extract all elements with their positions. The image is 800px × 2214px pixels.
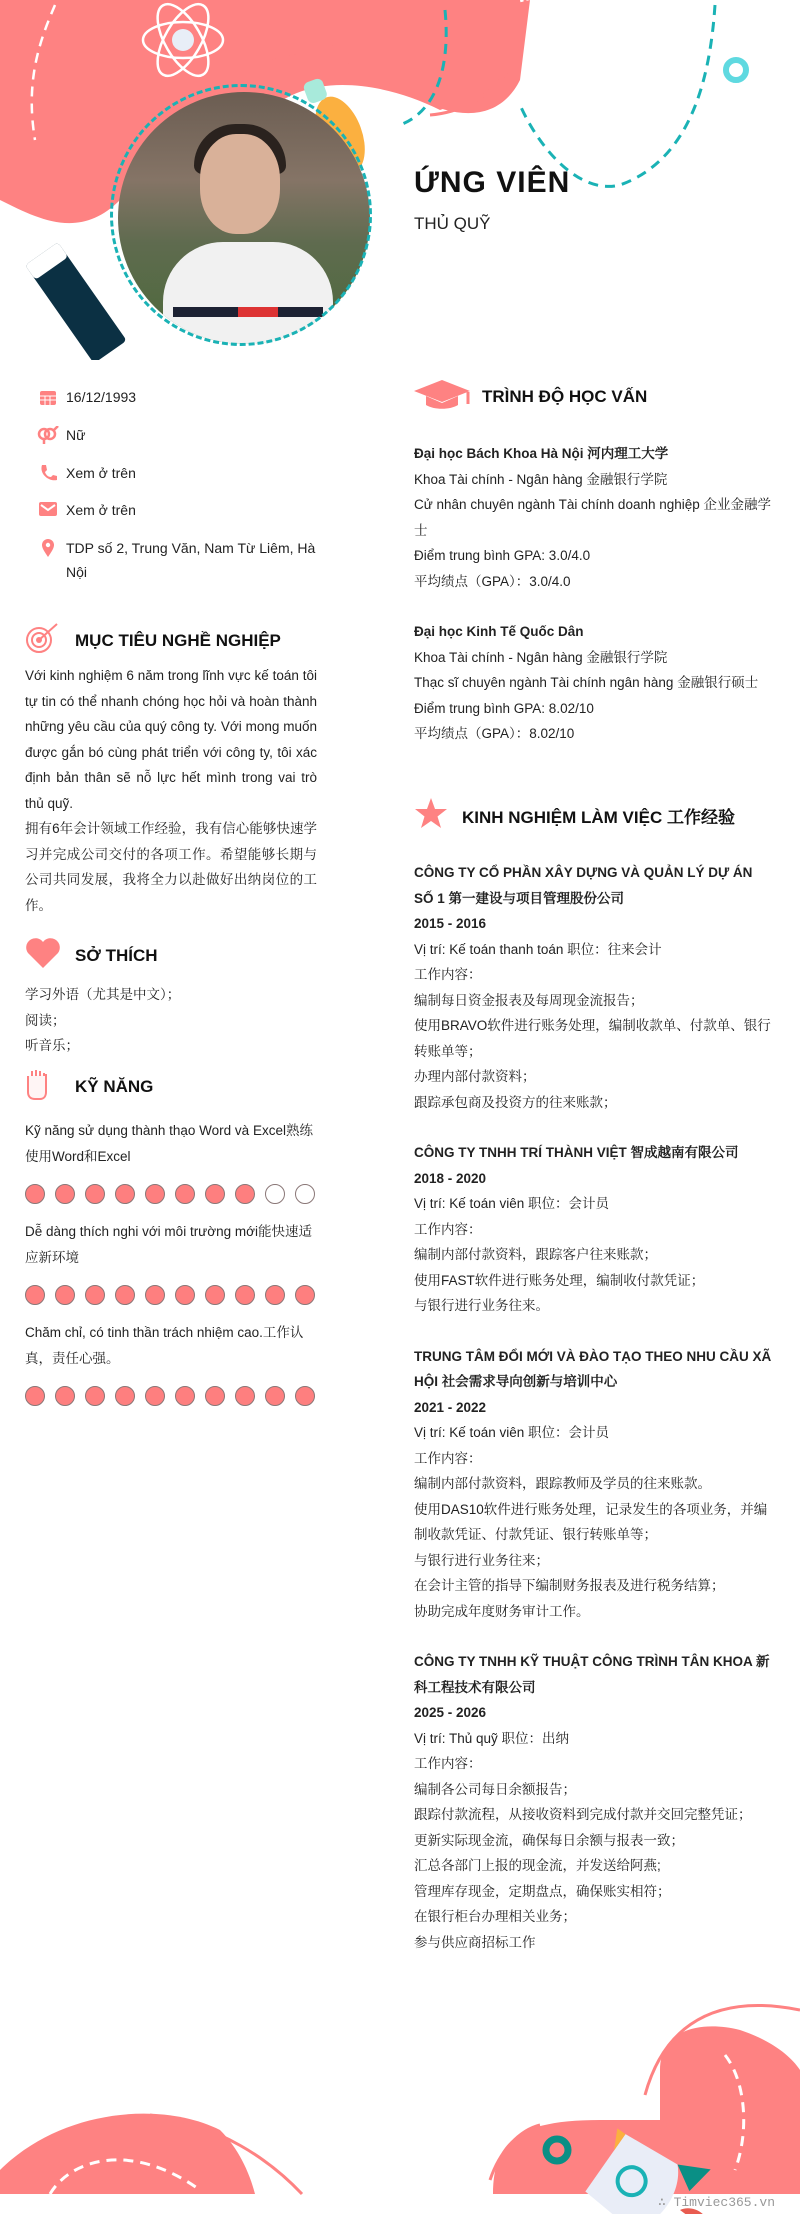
rating-dot-filled (25, 1184, 45, 1204)
experience-detail: Vị trí: Kế toán thanh toán 职位：往来会计 (414, 941, 662, 957)
rating-dot-filled (25, 1386, 45, 1406)
rating-dot-filled (85, 1184, 105, 1204)
experience-heading: KINH NGHIỆM LÀM VIỆC 工作经验 (414, 797, 735, 834)
company-name: CÔNG TY TNHH TRÍ THÀNH VIỆT 智成越南有限公司 (414, 1145, 739, 1160)
watermark: ∴ Timviec365.vn (657, 2195, 775, 2210)
rating-dot-filled (295, 1285, 315, 1305)
experience-detail: Vị trí: Kế toán viên 职位：会计员 (414, 1425, 610, 1440)
heart-icon (25, 937, 75, 974)
rating-dot-filled (295, 1386, 315, 1406)
skill-rating (25, 1285, 315, 1305)
rating-dot-filled (55, 1285, 75, 1305)
info-phone: Xem ở trên (30, 461, 316, 485)
hand-icon (25, 1068, 75, 1105)
experience-detail: 跟踪承包商及投资方的往来账款； (414, 1094, 617, 1110)
star-icon (414, 797, 462, 834)
rating-dot-filled (175, 1285, 195, 1305)
experience-item (414, 1649, 774, 1955)
education-detail: 平均绩点（GPA）：3.0/4.0 (414, 573, 571, 589)
rating-dot-filled (235, 1285, 255, 1305)
rating-dot-filled (145, 1386, 165, 1406)
school-name: Đại học Kinh Tế Quốc Dân (414, 624, 584, 639)
objective-text-vi: Với kinh nghiệm 6 năm trong lĩnh vực kế toán tôi tự tin có thể nhanh chóng học hỏi và hoàn thành những yêu cầu của quý công ty. Với mong muốn được gắn bó cùng phát triển với công ty, tôi xác định bản thân sẽ nỗ lực hết mình trong vai trò thủ quỹ. (25, 668, 317, 811)
rating-dot-filled (85, 1386, 105, 1406)
rating-dot-filled (115, 1285, 135, 1305)
hobbies-heading: SỞ THÍCH (25, 937, 158, 974)
skill-rating (25, 1184, 315, 1204)
experience-detail: 编制各公司每日余额报告； (414, 1781, 576, 1797)
education-detail: Điểm trung bình GPA: 8.02/10 (414, 700, 594, 716)
rating-dot-filled (205, 1184, 225, 1204)
work-period: 2015 - 2016 (414, 916, 487, 931)
experience-detail: 更新实际现金流，确保每日余额与报表一致； (414, 1832, 684, 1848)
rating-dot-filled (55, 1386, 75, 1406)
rating-dot-filled (85, 1285, 105, 1305)
target-icon (25, 622, 75, 659)
rating-dot-filled (55, 1184, 75, 1204)
experience-detail: 参与供应商招标工作 (414, 1934, 536, 1950)
education-item (414, 441, 774, 594)
rating-dot-empty (295, 1184, 315, 1204)
rating-dot-filled (115, 1184, 135, 1204)
company-name: CÔNG TY CỔ PHẦN XÂY DỰNG VÀ QUẢN LÝ DỰ ÁN SỐ 1 第一建设与项目管理股份公司 (414, 865, 753, 906)
hobby-item: 学习外语（尤其是中文）； (25, 987, 181, 1002)
rating-dot-empty (265, 1184, 285, 1204)
rating-dot-filled (205, 1285, 225, 1305)
experience-list (414, 860, 774, 1955)
experience-detail: 跟踪付款流程，从接收资料到完成付款并交回完整凭证； (414, 1807, 752, 1822)
school-name: Đại học Bách Khoa Hà Nội 河内理工大学 (414, 446, 669, 461)
experience-item (414, 860, 774, 1115)
rating-dot-filled (115, 1386, 135, 1406)
skill-name: Kỹ năng sử dụng thành thạo Word và Excel熟练使用Word和Excel (25, 1123, 313, 1164)
experience-detail: 在会计主管的指导下编制财务报表及进行税务结算； (414, 1578, 725, 1593)
calendar-icon (30, 385, 66, 409)
work-period: 2025 - 2026 (414, 1705, 487, 1720)
rating-dot-filled (235, 1386, 255, 1406)
experience-detail: 编制每日资金报表及每周现金流报告； (414, 992, 644, 1008)
experience-detail: 管理库存现金，定期盘点，确保账实相符； (414, 1883, 671, 1899)
candidate-role: THỦ QUỸ (414, 214, 491, 233)
location-icon (30, 536, 66, 584)
gender-icon (30, 423, 66, 447)
education-detail: Cử nhân chuyên ngành Tài chính doanh nghiệp 企业金融学士 (414, 497, 772, 538)
pen-icon (25, 242, 127, 360)
skill-rating (25, 1386, 315, 1406)
experience-detail: 工作内容： (414, 1756, 482, 1771)
phone-icon (30, 461, 66, 485)
experience-detail: 编制内部付款资料，跟踪教师及学员的往来账款。 (414, 1476, 711, 1491)
experience-item (414, 1344, 774, 1625)
rating-dot-filled (145, 1285, 165, 1305)
work-period: 2021 - 2022 (414, 1399, 487, 1415)
objective-heading: MỤC TIÊU NGHỀ NGHIỆP (25, 622, 281, 659)
experience-detail: 在银行柜台办理相关业务； (414, 1909, 576, 1924)
info-email: Xem ở trên (30, 498, 316, 522)
education-detail: Thạc sĩ chuyên ngành Tài chính ngân hàng 金融银行硕士 (414, 675, 759, 690)
rating-dot-filled (175, 1386, 195, 1406)
experience-detail: 工作内容： (414, 967, 482, 982)
experience-detail: 汇总各部门上报的现金流，并发送给阿燕; (414, 1858, 661, 1873)
experience-detail: 办理内部付款资料； (414, 1069, 536, 1084)
experience-detail: 使用DAS10软件进行账务处理，记录发生的各项业务，并编制收款凭证、付款凭证、银行转账单等； (414, 1501, 768, 1542)
education-detail: Khoa Tài chính - Ngân hàng 金融银行学院 (414, 649, 668, 665)
rating-dot-filled (145, 1184, 165, 1204)
graduation-cap-icon (414, 378, 482, 415)
avatar-ring (110, 84, 372, 346)
experience-detail: 协助完成年度财务审计工作。 (414, 1603, 590, 1619)
info-address: TDP số 2, Trung Văn, Nam Từ Liêm, Hà Nội (30, 536, 316, 584)
skill-name: Dễ dàng thích nghi với môi trường mới能快速适应新环境 (25, 1224, 312, 1265)
education-detail: 平均绩点（GPA）：8.02/10 (414, 726, 575, 741)
candidate-name: ỨNG VIÊN (414, 166, 571, 199)
education-list (414, 441, 774, 747)
hobby-item: 听音乐； (25, 1038, 79, 1053)
email-icon (30, 498, 66, 522)
rating-dot-filled (235, 1184, 255, 1204)
experience-detail: Vị trí: Kế toán viên 职位：会计员 (414, 1196, 610, 1211)
work-period: 2018 - 2020 (414, 1170, 487, 1186)
rating-dot-filled (265, 1386, 285, 1406)
education-heading: TRÌNH ĐỘ HỌC VẤN (414, 378, 647, 415)
company-name: CÔNG TY TNHH KỸ THUẬT CÔNG TRÌNH TÂN KHOA 新科工程技术有限公司 (414, 1654, 770, 1695)
skills-heading: KỸ NĂNG (25, 1068, 153, 1105)
education-item (414, 619, 774, 747)
experience-detail: 工作内容： (414, 1450, 482, 1466)
experience-detail: Vị trí: Thủ quỹ 职位：出纳 (414, 1730, 570, 1746)
education-detail: Khoa Tài chính - Ngân hàng 金融银行学院 (414, 471, 668, 487)
experience-detail: 使用BRAVO软件进行账务处理，编制收款单、付款单、银行转账单等； (414, 1018, 771, 1059)
experience-detail: 与银行进行业务往来。 (414, 1298, 549, 1313)
rating-dot-filled (205, 1386, 225, 1406)
experience-detail: 使用FAST软件进行账务处理，编制收付款凭证； (414, 1272, 705, 1288)
skill-name: Chăm chỉ, có tinh thần trách nhiệm cao.工作认真，责任心强。 (25, 1325, 304, 1366)
info-birthdate: 16/12/1993 (30, 385, 316, 409)
hobbies-list (25, 982, 317, 1059)
rating-dot-filled (25, 1285, 45, 1305)
info-gender: Nữ (30, 423, 316, 447)
education-detail: Điểm trung bình GPA: 3.0/4.0 (414, 548, 591, 563)
experience-item (414, 1140, 774, 1319)
rating-dot-filled (265, 1285, 285, 1305)
footer-decoration (0, 1980, 800, 2214)
experience-detail: 编制内部付款资料，跟踪客户往来账款； (414, 1247, 657, 1262)
company-name: TRUNG TÂM ĐỔI MỚI VÀ ĐÀO TẠO THEO NHU CẦU XÃ HỘI 社会需求导向创新与培训中心 (414, 1348, 772, 1389)
hobby-item: 阅读； (25, 1012, 66, 1028)
objective-text-zh: 拥有6年会计领域工作经验，我有信心能够快速学习并完成公司交付的各项工作。希望能够长期与公司共同发展，我将全力以赴做好出纳岗位的工作。 (25, 821, 317, 913)
experience-detail: 与银行进行业务往来； (414, 1552, 549, 1568)
experience-detail: 工作内容： (414, 1221, 482, 1237)
rating-dot-filled (175, 1184, 195, 1204)
